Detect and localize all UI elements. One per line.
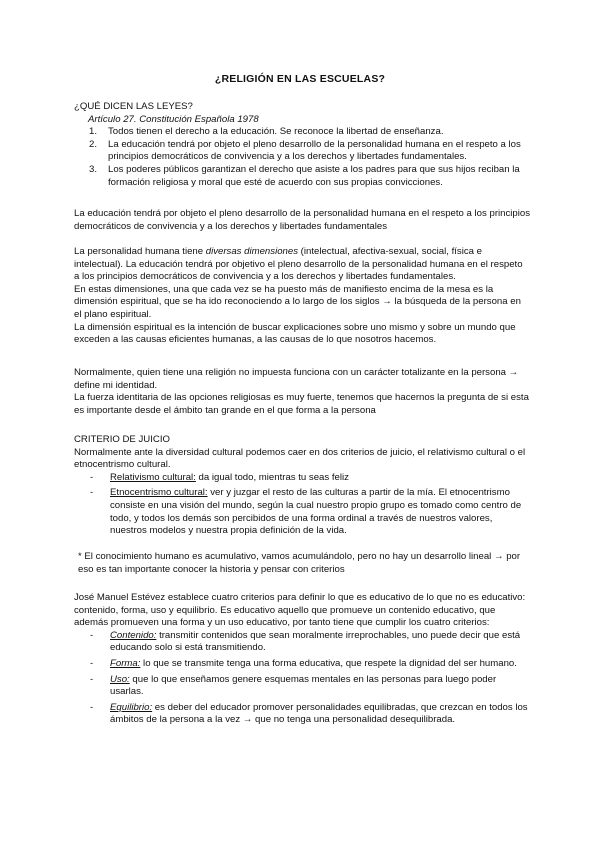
dash-bullet: -	[90, 657, 94, 669]
esteve-text: que lo que enseñamos genere esquemas mentales en las personas para luego poder usarlas.	[110, 673, 497, 698]
item-number: 2.	[89, 138, 98, 150]
article-item	[74, 126, 530, 139]
esteve-criteria-list	[74, 630, 530, 727]
dash-bullet: -	[90, 701, 94, 713]
text-run: (intelectual, afectiva-sexual, social, física e intelectual). La educación tendrá por objetivo el pleno desarrollo de la personalidad humana en el respeto a los principios democráticos de convivencia y a los derechos y libertades fundamentales.	[74, 246, 523, 283]
esteve-item	[74, 702, 530, 727]
paragraph-text: La educación tendrá por objeto el pleno desarrollo de la personalidad humana en el respeto a los principios democráticos de convivencia y a los derechos y libertades fundamentales	[74, 208, 531, 232]
criteria-text: da igual todo, mientras tu seas feliz	[195, 471, 349, 483]
criteria-term: Etnocentrismo cultural:	[110, 487, 208, 499]
article-item	[74, 139, 530, 164]
paragraph-text	[74, 246, 530, 284]
note-text: * El conocimiento humano es acumulativo, vamos acumulándolo, pero no hay un desarrollo lineal → por eso es tan importante conocer la historia y pensar con criterios	[78, 551, 521, 575]
paragraph-text: La fuerza identitaria de las opciones religiosas es muy fuerte, tenemos que hacernos la pregunta de si esta es importante desde el ámbito tan grande en el que forma a la persona	[74, 392, 529, 416]
article-item-text: Los poderes públicos garantizan el derecho que asiste a los padres para que sus hijos reciban la formación religiosa y moral que esté de acuerdo con sus propias convicciones.	[108, 163, 520, 188]
criteria-list	[74, 472, 530, 538]
item-number: 1.	[89, 126, 98, 138]
esteve-text: lo que se transmite tenga una forma educativa, que respete la dignidad del ser humano.	[140, 657, 517, 669]
article-item	[74, 164, 530, 189]
esteve-item	[74, 658, 530, 671]
item-number: 3.	[89, 163, 98, 175]
paragraph-religion-identity	[74, 367, 530, 417]
laws-heading: ¿QUÉ DICEN LAS LEYES?	[74, 101, 193, 112]
criteria-section	[74, 434, 530, 541]
esteve-item	[74, 674, 530, 699]
criteria-term: Relativismo cultural:	[110, 471, 196, 483]
esteve-term: Forma:	[110, 657, 141, 669]
article-reference: Artículo 27. Constitución Española 1978	[88, 113, 259, 125]
laws-section	[74, 101, 530, 189]
paragraph-education-objective	[74, 208, 530, 233]
document-title: ¿RELIGIÓN EN LAS ESCUELAS?	[214, 73, 386, 85]
esteve-text: transmitir contenidos que sean moralmente irreprochables, uno puede decir que está educando solo si está transmitiendo.	[110, 629, 521, 654]
criteria-intro: Normalmente ante la diversidad cultural podemos caer en dos criterios de juicio, el relativismo cultural o el etnocentrismo cultural.	[74, 446, 526, 471]
paragraph-text: La dimensión espiritual es la intención de buscar explicaciones sobre uno mismo y sobre un mundo que exceden a las causas eficientes humanas, a las causas de lo que nosotros hacemos.	[74, 321, 516, 346]
esteve-term: Contenido:	[110, 629, 157, 641]
esteve-intro: José Manuel Estévez establece cuatro criterios para definir lo que es educativo de lo que no es educativo: contenido, forma, uso y equilibrio. Es educativo aquello que promueve un contenido educativo, que además promueven una forma y un uso educativo, por tanto tiene que cumplir los cuatro criterios:	[74, 592, 526, 629]
esteve-item	[74, 630, 530, 655]
esteve-text: es deber del educador promover personalidades equilibradas, que crezcan en todos los ámbitos de la persona a la vez → que no tenga una personalidad desequilibrada.	[110, 701, 528, 726]
criteria-heading: CRITERIO DE JUICIO	[74, 434, 170, 445]
paragraph-dimensions	[74, 246, 530, 347]
article-items-list	[74, 126, 530, 189]
esteve-term: Equilibrio:	[110, 701, 153, 713]
article-item-text: La educación tendrá por objeto el pleno desarrollo de la personalidad humana en el respeto a los principios democráticos de convivencia y a los derechos y libertades fundamentales.	[108, 138, 521, 163]
text-run: La personalidad humana tiene	[74, 246, 206, 257]
note-block	[78, 551, 532, 576]
criteria-item	[74, 487, 530, 537]
dash-bullet: -	[90, 471, 94, 483]
criteria-text: ver y juzgar el resto de las culturas a partir de la mía. El etnocentrismo consiste en una visión del mundo, según la cual nuestro propio grupo es tomado como centro de todo, y todos los demás son percibidos de una forma ordinal a través de nuestros valores, nuestros modelos y nuestra propia definición de la vida.	[110, 487, 522, 537]
italic-term: diversas dimensiones	[205, 246, 299, 257]
paragraph-text: Normalmente, quien tiene una religión no impuesta funciona con un carácter totalizante en la persona → define mi identidad.	[74, 367, 519, 391]
esteve-section	[74, 592, 530, 730]
article-item-text: Todos tienen el derecho a la educación. Se reconoce la libertad de enseñanza.	[108, 126, 444, 138]
criteria-item	[74, 472, 530, 485]
dash-bullet: -	[90, 629, 94, 641]
dash-bullet: -	[90, 673, 94, 685]
dash-bullet: -	[90, 487, 94, 499]
esteve-term: Uso:	[110, 673, 130, 685]
paragraph-text: En estas dimensiones, una que cada vez se ha puesto más de manifiesto encima de la mesa es la dimensión espiritual, que se ha ido reconociendo a lo largo de los siglos → la búsqueda de la persona en el plano espiritual.	[74, 283, 521, 320]
